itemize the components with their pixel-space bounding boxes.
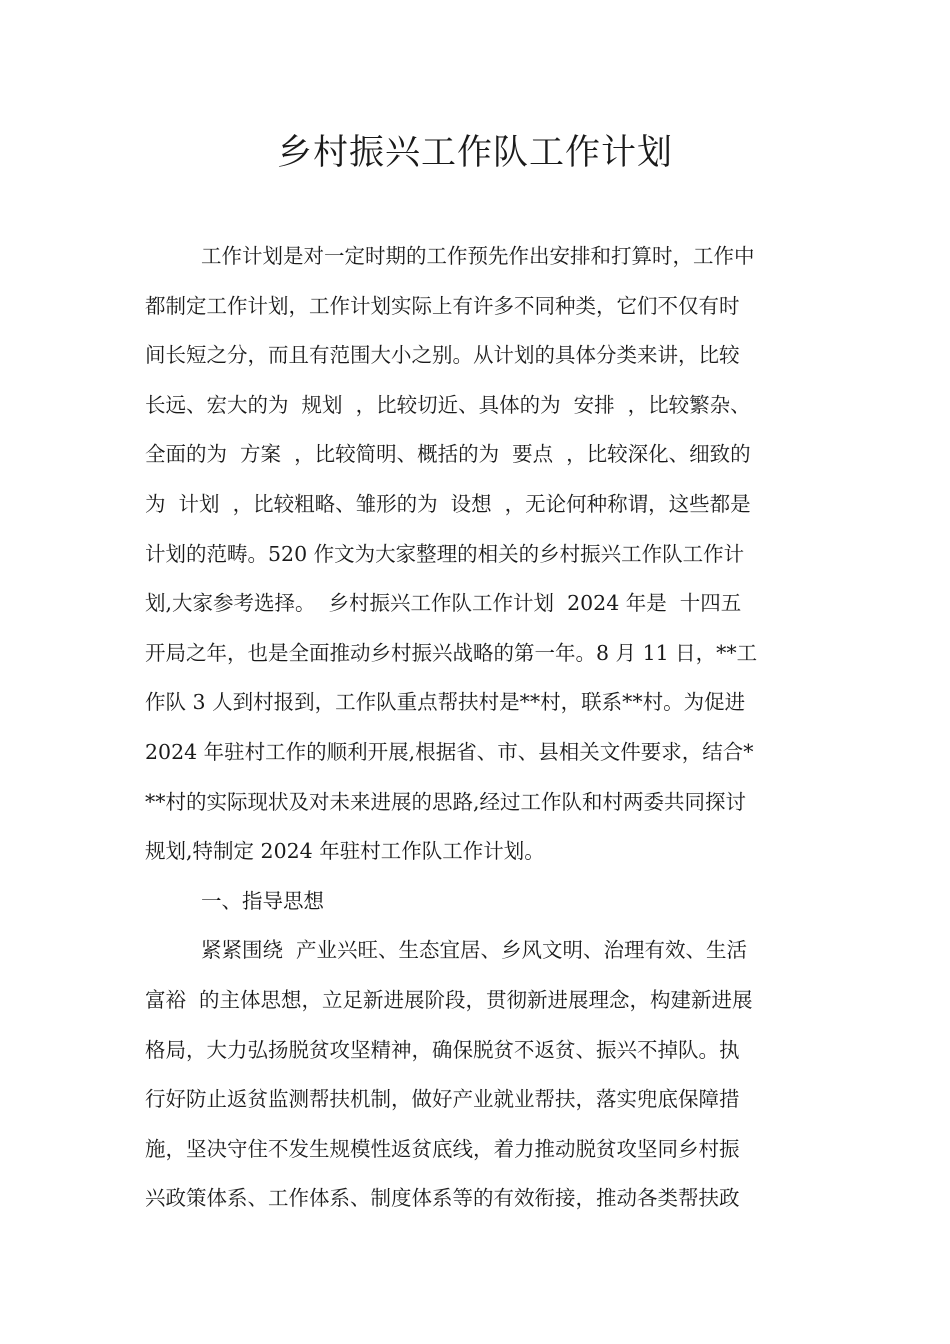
body-line: 工作计划是对一定时期的工作预先作出安排和打算时，工作中: [201, 244, 755, 268]
document-body: [145, 232, 807, 1224]
body-line: 间长短之分，而且有范围大小之别。从计划的具体分类来讲，比较: [145, 343, 740, 368]
body-line: 计划的范畴。520 作文为大家整理的相关的乡村振兴工作队工作计: [145, 541, 745, 566]
body-line: 全面的为 方案 ，比较简明、概括的为 要点 ，比较深化、细致的: [145, 442, 751, 467]
body-line: 2024 年驻村工作的顺利开展,根据省、市、县相关文件要求，结合*: [145, 739, 754, 764]
body-line: 行好防止返贫监测帮扶机制，做好产业就业帮扶，落实兜底保障措: [145, 1087, 740, 1112]
body-line: 格局，大力弘扬脱贫攻坚精神，确保脱贫不返贫、振兴不掉队。执: [145, 1037, 740, 1062]
body-line: 施，坚决守住不发生规模性返贫底线，着力推动脱贫攻坚同乡村振: [145, 1136, 740, 1161]
body-line: 富裕 的主体思想，立足新进展阶段，贯彻新进展理念，构建新进展: [145, 987, 753, 1012]
document-title: 乡村振兴工作队工作计划: [276, 133, 673, 173]
body-line: 规划,特制定 2024 年驻村工作队工作计划。: [145, 839, 545, 864]
body-line: 开局之年，也是全面推动乡村振兴战略的第一年。8 月 11 日，**工: [145, 640, 758, 665]
section-heading: 一、指导思想: [201, 888, 324, 913]
body-line: 划,大家参考选择。 乡村振兴工作队工作计划 2024 年是 十四五: [145, 591, 742, 616]
body-line: 兴政策体系、工作体系、制度体系等的有效衔接，推动各类帮扶政: [145, 1186, 740, 1211]
body-line: 作队 3 人到村报到，工作队重点帮扶村是**村，联系**村。为促进: [145, 690, 746, 715]
body-line: 为 计划 ，比较粗略、雏形的为 设想 ，无论何种称谓，这些都是: [145, 491, 751, 516]
body-line: **村的实际现状及对未来进展的思路,经过工作队和村两委共同探讨: [145, 789, 747, 814]
body-line: 长远、宏大的为 规划 ，比较切近、具体的为 安排 ，比较繁杂、: [145, 392, 751, 417]
body-line: 都制定工作计划，工作计划实际上有许多不同种类，它们不仅有时: [145, 293, 740, 318]
body-line: 紧紧围绕 产业兴旺、生态宜居、乡风文明、治理有效、生活: [201, 938, 748, 963]
